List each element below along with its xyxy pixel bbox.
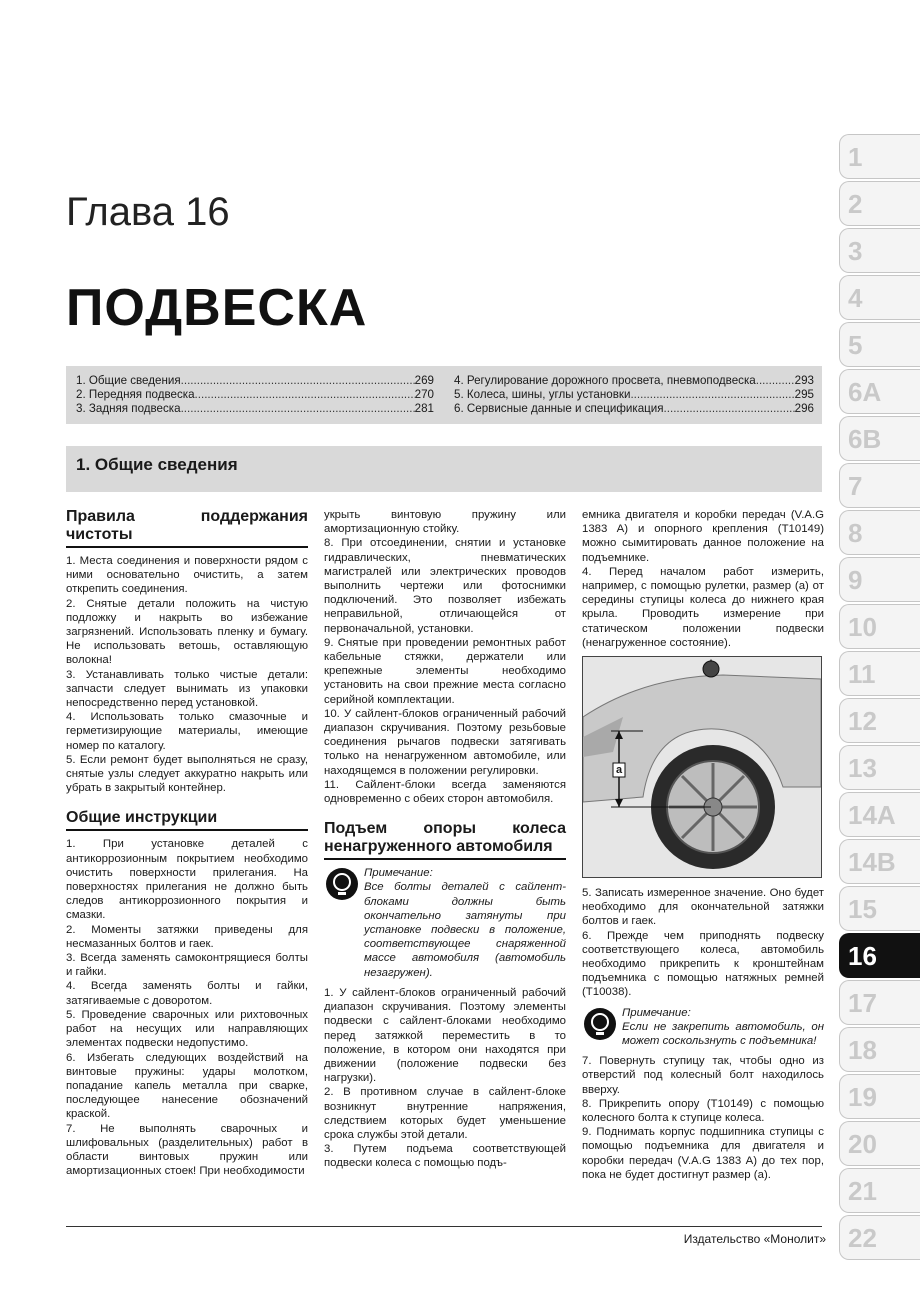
chapter-tab-label: 21 (848, 1176, 877, 1206)
toc-item-page: 296 (794, 402, 814, 415)
paragraph: 3. Путем подъема соответствующей подвески колеса с помощью подъ- (324, 1143, 566, 1170)
chapter-tab[interactable] (839, 463, 920, 508)
chapter-tab[interactable] (839, 275, 920, 320)
toc-right-column (454, 374, 814, 416)
paragraph: 5. Записать измеренное значение. Оно будет необходимо для окончательной затяжки болтов и гаек. (582, 887, 824, 928)
toc-item[interactable] (76, 374, 434, 388)
paragraph: 11. Сайлент-блоки всегда заменяются одновременно с обеих сторон автомобиля. (324, 778, 566, 806)
chapter-tab-label: 9 (848, 565, 863, 595)
chapter-tab-label: 20 (848, 1129, 877, 1159)
toc-item[interactable] (76, 402, 434, 416)
paragraph: укрыть винтовую пружину или амортизационную стойку. (324, 509, 566, 536)
chapter-tab[interactable] (839, 228, 920, 273)
note-title: Примечание: (364, 867, 433, 880)
chapter-index-tabs (839, 134, 920, 1262)
toc-item-label: 4. Регулирование дорожного просвета, пневмоподвеска (454, 374, 756, 387)
chapter-tab-label: 19 (848, 1082, 877, 1112)
chapter-tab[interactable] (839, 933, 920, 978)
toc-item[interactable] (76, 388, 434, 402)
paragraph: 3. Всегда заменять самоконтрящиеся болты и гайки. (66, 952, 308, 979)
chapter-tab[interactable] (839, 886, 920, 931)
chapter-tab[interactable] (839, 322, 920, 367)
dimension-label: a (616, 764, 623, 777)
paragraph: 2. Снятые детали положить на чистую подложку и накрыть во избежание загрязнений. Использовать пленку и бумагу. Не использовать ветошь, оставляющую волокна! (66, 597, 308, 667)
chapter-tab[interactable] (839, 1168, 920, 1213)
paragraph: 1. При установке деталей с антикоррозионным покрытием необходимо очистить поверхности прилегания. На поверхностях прилегания не должно быть следов антикоррозионного покрытия и смазки. (66, 838, 308, 922)
toc-item-label: 5. Колеса, шины, углы установки (454, 388, 631, 401)
chapter-tab-label: 13 (848, 753, 877, 783)
chapter-tab[interactable] (839, 1074, 920, 1119)
text-column-2 (324, 508, 566, 1171)
toc-item-page: 270 (414, 388, 434, 401)
subheading-general-instructions: Общие инструкции (66, 809, 308, 831)
chapter-tab-label: 22 (848, 1223, 877, 1253)
chapter-tab-label: 15 (848, 894, 877, 924)
paragraph: 6. Избегать следующих воздействий на винтовые пружины: удары молотком, попадание капель металла при сварке, последующее нанесение обозначений краской. (66, 1051, 308, 1121)
paragraph: 1. У сайлент-блоков ограниченный рабочий диапазон скручивания. Поэтому элементы подвески с сайлент-блоками необходимо перед затяжкой переместить в то положение, в котором они находятся при движении (положение подвески без нагрузки). (324, 986, 566, 1085)
note-text: Если не закрепить автомобиль, он может соскользнуть с подъемника! (622, 1020, 824, 1048)
chapter-label: Глава 16 (66, 190, 230, 234)
chapter-tab[interactable] (839, 557, 920, 602)
subheading-wheel-lift: Подъем опоры колеса ненагруженного автомобиля (324, 820, 566, 860)
note-title: Примечание: (622, 1006, 691, 1019)
chapter-tab[interactable] (839, 604, 920, 649)
chapter-tab-label: 7 (848, 471, 863, 501)
paragraph: 3. Устанавливать только чистые детали: запчасти следует вынимать из упаковки непосредственно перед установкой. (66, 668, 308, 710)
paragraph: 6. Прежде чем приподнять подвеску соответствующего колеса, автомобиль необходимо прикрепить к кронштейнам подъемника с помощью натяжных ремней (T10038). (582, 929, 824, 999)
publisher-footer: Издательство «Монолит» (683, 1232, 826, 1246)
lightbulb-icon (584, 1008, 616, 1040)
section-title: 1. Общие сведения (76, 455, 238, 474)
text-column-3 (582, 508, 824, 1182)
chapter-tab[interactable] (839, 980, 920, 1025)
toc-item[interactable] (454, 374, 814, 388)
wheel-measurement-figure (582, 656, 822, 878)
toc-item-page: 269 (414, 374, 434, 387)
chapter-title: ПОДВЕСКА (66, 279, 368, 337)
paragraph: 10. У сайлент-блоков ограниченный рабочий диапазон скручивания. Поэтому резьбовые соединения рычагов подвески затягивать только на ненагруженном автомобиле, или находящемся в положении регулировки. (324, 707, 566, 777)
chapter-tab-label: 5 (848, 330, 863, 360)
chapter-tab[interactable] (839, 839, 920, 884)
footer-divider (66, 1226, 822, 1227)
chapter-tab[interactable] (839, 134, 920, 179)
chapter-tab-label: 10 (848, 612, 877, 642)
toc-item-label: 1. Общие сведения (76, 374, 181, 387)
chapter-tab[interactable] (839, 1215, 920, 1260)
note-box (324, 866, 566, 980)
chapter-tab-label: 16 (848, 941, 877, 971)
chapter-tab-label: 8 (848, 518, 863, 548)
paragraph: емника двигателя и коробки передач (V.A.G 1383 A) и опорного крепления (T10149) можно сымитировать данное положение на подъемнике. (582, 509, 824, 564)
chapter-tab[interactable] (839, 1121, 920, 1166)
note-text: Все болты деталей с сайлент-блоками должны быть окончательно затянуты при установке подвески в положение, соответствующее снаряженной массе автомобиля (автомобиль незагружен). (364, 881, 566, 979)
section-heading-bar (66, 446, 822, 492)
chapter-tab[interactable] (839, 369, 920, 414)
paragraph: 5. Проведение сварочных или рихтовочных работ на несущих или направляющих элементах подвески недопустимо. (66, 1008, 308, 1050)
chapter-tab-label: 6A (848, 377, 882, 407)
toc-item-page: 281 (414, 402, 434, 415)
chapter-tab-label: 12 (848, 706, 877, 736)
paragraph: 1. Места соединения и поверхности рядом с ними основательно очистить, а затем открепить соединения. (66, 555, 308, 596)
paragraph: 4. Использовать только смазочные и герметизирующие материалы, имеющие номер по каталогу. (66, 711, 308, 752)
toc-item[interactable] (454, 388, 814, 402)
paragraph: 4. Всегда заменять болты и гайки, затягиваемые с доворотом. (66, 980, 308, 1007)
paragraph: 4. Перед началом работ измерить, например, с помощью рулетки, размер (а) от середины ступицы колеса до нижнего края крыла. Проводить измерение при статическом положении подвески (ненагруженное состояние). (582, 565, 824, 649)
paragraph: 7. Не выполнять сварочных и шлифовальных (разделительных) работ в области винтовых пружин или амортизационных стоек! При необходимости (66, 1122, 308, 1178)
table-of-contents (66, 366, 822, 424)
toc-item-page: 295 (794, 388, 814, 401)
subheading-cleanliness: Правила поддержания чистоты (66, 508, 308, 548)
chapter-tab-label: 14B (848, 847, 896, 877)
chapter-tab-label: 4 (848, 283, 863, 313)
paragraph: 8. Прикрепить опору (T10149) с помощью колесного болта к ступице колеса. (582, 1097, 824, 1125)
chapter-tab[interactable] (839, 698, 920, 743)
paragraph: 2. В противном случае в сайлент-блоке возникнут внутренние напряжения, следствием которых будет уменьшение срока службы этой детали. (324, 1086, 566, 1141)
chapter-tab[interactable] (839, 745, 920, 790)
chapter-tab[interactable] (839, 651, 920, 696)
text-column-1 (66, 508, 308, 1178)
chapter-tab-label: 3 (848, 236, 863, 266)
paragraph: 9. Поднимать корпус подшипника ступицы с помощью подъемника для двигателя и коробки передач (V.A.G 1383 A) до тех пор, пока не будет достигнут размер (а). (582, 1126, 824, 1181)
toc-item-label: 6. Сервисные данные и спецификация (454, 402, 664, 415)
chapter-tab[interactable] (839, 510, 920, 555)
note-box (582, 1006, 824, 1049)
toc-item-page: 293 (794, 374, 814, 387)
paragraph: 8. При отсоединении, снятии и установке гидравлических, пневматических магистралей или электрических проводов выполнить чертежи или фотоснимки подключений. Это позволяет избежать неправильной, отличающейся от первоначальной, установки. (324, 537, 566, 635)
chapter-tab[interactable] (839, 792, 920, 837)
chapter-tab-label: 17 (848, 988, 877, 1018)
chapter-tab-label: 11 (848, 659, 876, 689)
chapter-tab[interactable] (839, 181, 920, 226)
chapter-tab-label: 18 (848, 1035, 877, 1065)
chapter-tab-label: 2 (848, 189, 863, 219)
paragraph: 5. Если ремонт будет выполняться не сразу, снятые узлы следует аккуратно накрыть или убрать в закрытый контейнер. (66, 753, 308, 795)
paragraph: 7. Повернуть ступицу так, чтобы одно из отверстий под колесный болт находилось вверху. (582, 1055, 824, 1096)
toc-item-label: 2. Передняя подвеска (76, 388, 195, 401)
chapter-tab[interactable] (839, 1027, 920, 1072)
toc-item-label: 3. Задняя подвеска (76, 402, 181, 415)
paragraph: 9. Снятые при проведении ремонтных работ кабельные стяжки, держатели или крепежные элементы необходимо установить на свои прежние места согласно серийной комплектации. (324, 636, 566, 706)
chapter-tab-label: 14A (848, 800, 896, 830)
toc-item[interactable] (454, 402, 814, 416)
lightbulb-icon (326, 868, 358, 900)
chapter-tab-label: 6B (848, 424, 882, 454)
chapter-tab[interactable] (839, 416, 920, 461)
chapter-tab-label: 1 (848, 142, 863, 172)
paragraph: 2. Моменты затяжки приведены для несмазанных болтов и гаек. (66, 923, 308, 950)
toc-left-column (76, 374, 434, 416)
